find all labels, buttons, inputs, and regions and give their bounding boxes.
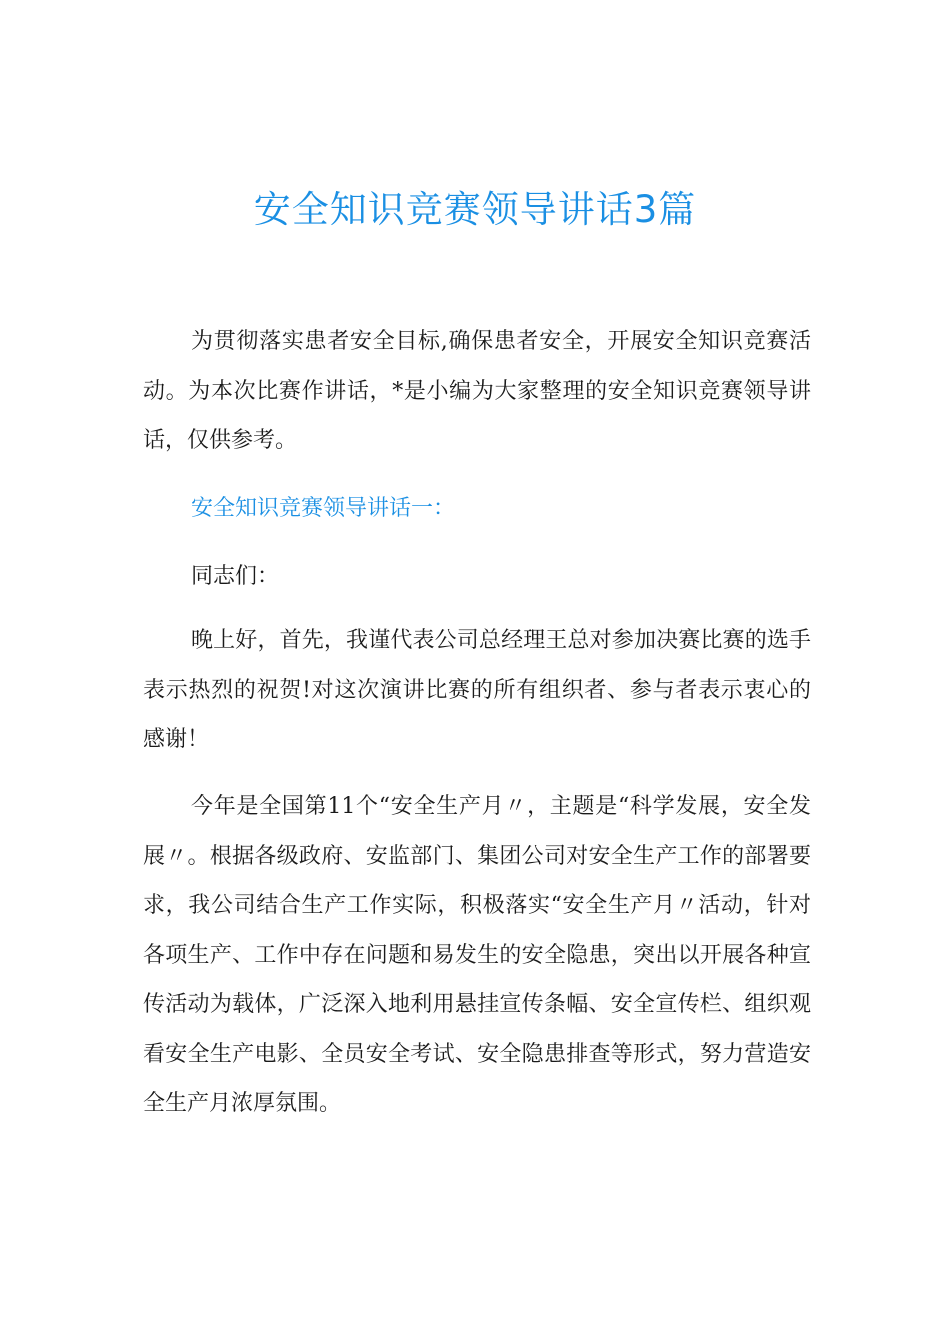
body-paragraph: 今年是全国第11个“安全生产月〃，主题是“科学发展，安全发展〃。根据各级政府、安监部门、集团公司对安全生产工作的部署要求，我公司结合生产工作实际，积极落实“安全生产月〃活动，针对各项生产、工作中存在问题和易发生的安全隐患，突出以开展各种宣传活动为载体，广泛深入地利用悬挂宣传条幅、安全宣传栏、组织观看安全生产电影、全员安全考试、安全隐患排查等形式，努力营造安全生产月浓厚氛围。 (143, 794, 811, 1116)
salutation: 同志们： (191, 564, 280, 589)
greeting-paragraph: 晚上好，首先，我谨代表公司总经理王总对参加决赛比赛的选手表示热烈的祝贺!对这次演讲比赛的所有组织者、参与者表示衷心的感谢！ (143, 628, 811, 752)
section-heading: 安全知识竞赛领导讲话一： (191, 496, 456, 521)
page-title: 安全知识竞赛领导讲话3篇 (253, 188, 697, 231)
intro-paragraph: 为贯彻落实患者安全目标,确保患者安全，开展安全知识竞赛活动。为本次比赛作讲话，*是小编为大家整理的安全知识竞赛领导讲话，仅供参考。 (143, 329, 811, 453)
